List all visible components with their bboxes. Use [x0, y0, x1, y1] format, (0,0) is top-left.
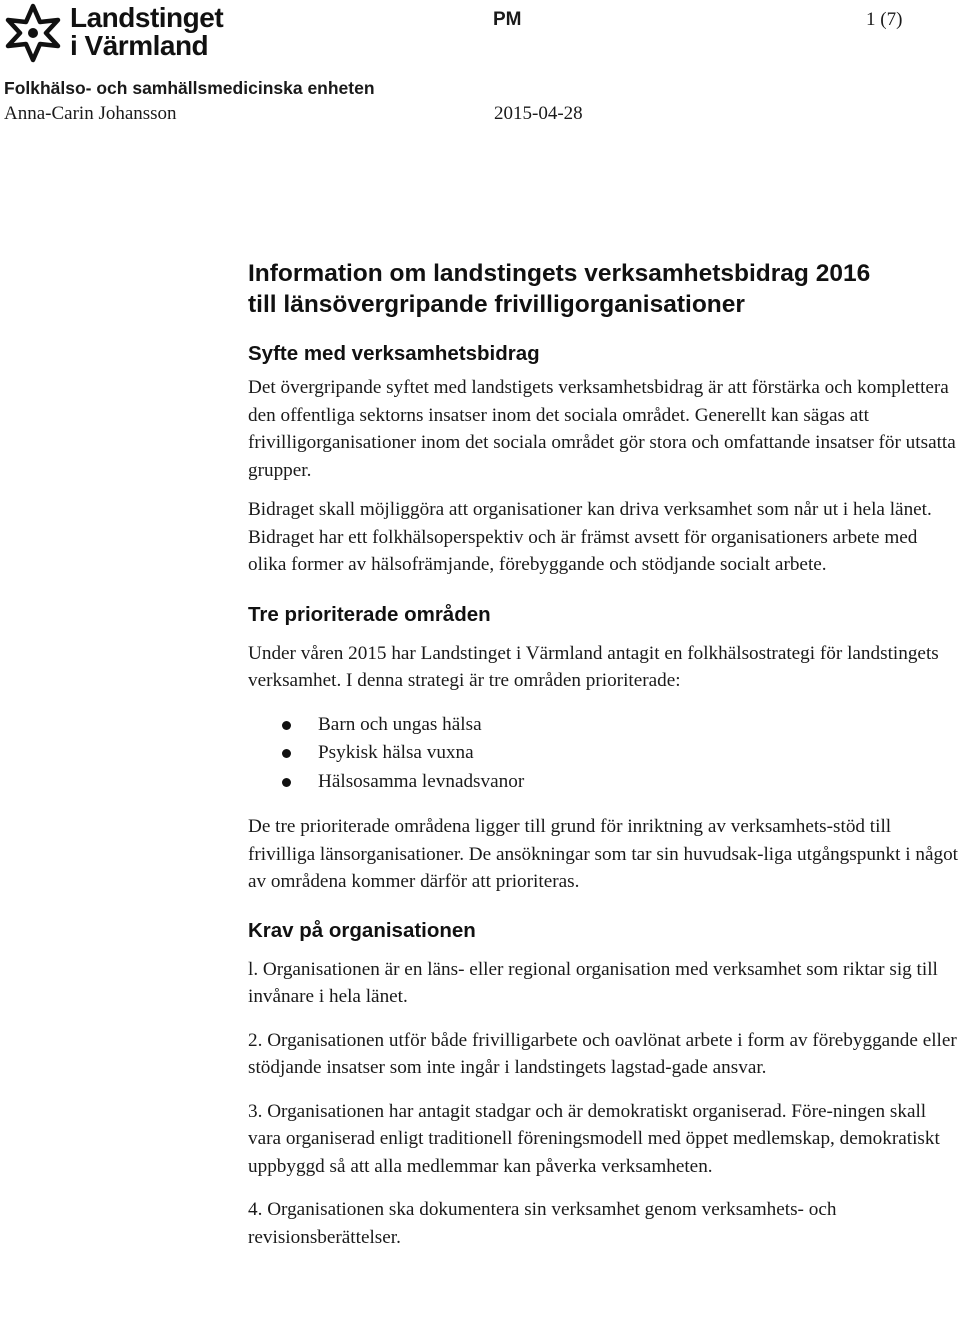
bullet-icon [282, 721, 291, 730]
list-item-text: Hälsosamma levnadsvanor [318, 770, 525, 792]
section-heading-prioriterade: Tre prioriterade områden [248, 602, 491, 626]
priority-list [248, 711, 958, 797]
document-date: 2015-04-28 [494, 103, 583, 124]
document-type: PM [493, 9, 522, 30]
list-item-text: Psykisk hälsa vuxna [318, 742, 474, 763]
document-title [248, 258, 958, 320]
section-heading-syfte: Syfte med verksamhetsbidrag [248, 342, 540, 365]
bullet-icon [282, 749, 291, 758]
bullet-icon [282, 778, 291, 787]
author-name: Anna-Carin Johansson [4, 103, 177, 124]
logo-line-1: Landstinget [70, 2, 224, 33]
title-line-1: Information om landstingets verksamhetsbidrag 2016 [248, 260, 871, 287]
section-heading-krav: Krav på organisationen [248, 918, 476, 942]
list-item [248, 768, 958, 797]
paragraph: Under våren 2015 har Landstinget i Värmland antagit en folkhälsostrategi för landstingets verksamhet. I denna strategi är tre områden prioriterade: [248, 642, 939, 691]
document-body [248, 258, 958, 1251]
paragraph: Bidraget skall möjliggöra att organisationer kan driva verksamhet som når ut i hela länet. Bidraget har ett folkhälsoperspektiv och är främst avsett för organisationers arbete med olika former av hälsofrämjande, förebyggande och stödjande socialt arbete. [248, 499, 932, 575]
requirement-item: 4. Organisationen ska dokumentera sin verksamhet genom verksamhets- och revisionsberättelser. [248, 1199, 837, 1248]
page-number: 1 (7) [866, 9, 903, 30]
requirement-item: 2. Organisationen utför både frivilligarbete och oavlönat arbete i form av förebyggande eller stödjande insatser som inte ingår i landstingets lagstad-gade ansvar. [248, 1029, 957, 1078]
list-item [248, 711, 958, 740]
unit-name: Folkhälso- och samhällsmedicinska enheten [4, 78, 375, 98]
logo-wordmark [70, 4, 223, 60]
flower-logo-icon [2, 2, 64, 64]
list-item-text: Barn och ungas hälsa [318, 713, 482, 735]
requirement-item: l. Organisationen är en läns- eller regional organisation med verksamhet som riktar sig till invånare i hela länet. [248, 958, 938, 1007]
paragraph: Det övergripande syftet med landstigets verksamhetsbidrag är att förstärka och komplettera den offentliga sektorns insatser inom det sociala området. Generellt kan sägas att frivilligorganisationer inom det sociala området gör stora och omfattande insatser för utsatta grupper. [248, 377, 956, 481]
list-item [248, 739, 958, 768]
landstinget-logo [2, 2, 232, 66]
title-line-2: till länsövergripande frivilligorganisationer [248, 291, 745, 318]
paragraph: De tre prioriterade områdena ligger till grund för inriktning av verksamhets-stöd till frivilliga länsorganisationer. De ansökningar som tar sin huvudsak-liga utgångspunkt i något av områdena kommer därför att prioriteras. [248, 816, 958, 892]
requirement-item: 3. Organisationen har antagit stadgar och är demokratiskt organiserad. Före-ningen skall vara organiserad enligt traditionell föreningsmodell med öppet medlemskap, demokratiskt uppbyggd så att alla medlemmar kan påverka verksamheten. [248, 1100, 940, 1177]
logo-line-2: i Värmland [70, 30, 209, 61]
